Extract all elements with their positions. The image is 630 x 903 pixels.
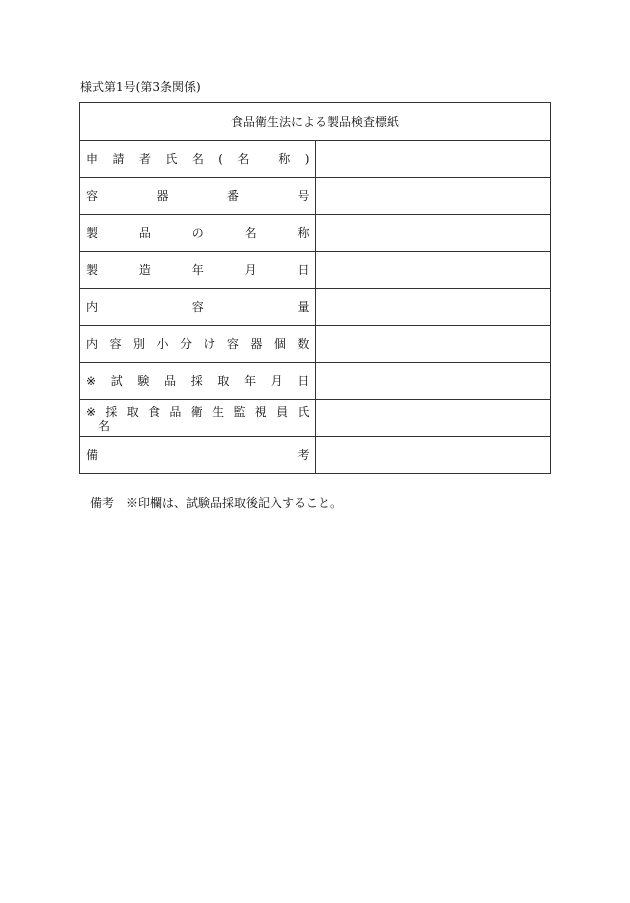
remarks-field[interactable] xyxy=(315,437,551,474)
remarks-label: 備 考 xyxy=(80,437,316,474)
table-row xyxy=(80,141,551,178)
table-row xyxy=(80,400,551,437)
inspection-label-form xyxy=(79,102,551,474)
applicant-name-label: 申 請 者 氏 名 ( 名 称 ) xyxy=(80,141,316,178)
table-row xyxy=(80,326,551,363)
manufacture-date-field[interactable] xyxy=(315,252,551,289)
footnote xyxy=(90,496,342,510)
container-number-label: 容 器 番 号 xyxy=(80,178,316,215)
sample-collection-date-label: ※ 試 験 品 採 取 年 月 日 xyxy=(80,363,316,400)
inspector-name-label-line2: 名 xyxy=(98,419,111,433)
inspector-name-label-line1: ※ 採 取 食 品 衛 生 監 視 員 氏 xyxy=(86,405,310,419)
manufacture-date-label: 製 造 年 月 日 xyxy=(80,252,316,289)
container-number-field[interactable] xyxy=(315,178,551,215)
sample-collection-date-field[interactable] xyxy=(315,363,551,400)
table-row xyxy=(80,363,551,400)
table-row xyxy=(80,215,551,252)
table-row xyxy=(80,289,551,326)
table-row xyxy=(80,437,551,474)
subdivided-container-count-field[interactable] xyxy=(315,326,551,363)
form-title: 食品衛生法による製品検査標紙 xyxy=(80,103,551,141)
form-number-label: 様式第1号(第3条関係) xyxy=(80,80,201,94)
footnote-heading: 備考 xyxy=(90,496,115,510)
table-row xyxy=(80,178,551,215)
inspector-name-field[interactable] xyxy=(315,400,551,437)
subdivided-container-count-label: 内 容 別 小 分 け 容 器 個 数 xyxy=(80,326,316,363)
applicant-name-field[interactable] xyxy=(315,141,551,178)
footnote-text: ※印欄は、試験品採取後記入すること。 xyxy=(126,496,343,510)
product-name-field[interactable] xyxy=(315,215,551,252)
content-volume-field[interactable] xyxy=(315,289,551,326)
inspector-name-label xyxy=(80,400,316,437)
form-title-row xyxy=(80,103,551,141)
content-volume-label: 内 容 量 xyxy=(80,289,316,326)
product-name-label: 製 品 の 名 称 xyxy=(80,215,316,252)
table-row xyxy=(80,252,551,289)
